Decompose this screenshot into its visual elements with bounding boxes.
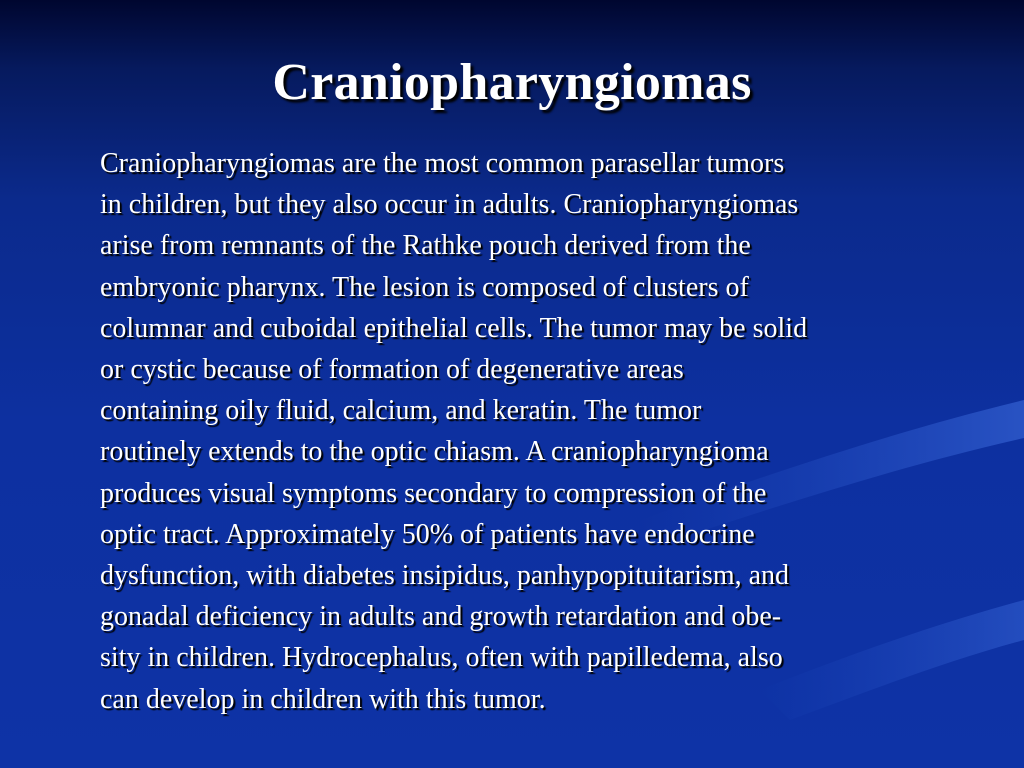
body-line: containing oily fluid, calcium, and keratin. The tumor xyxy=(100,395,702,427)
body-line: or cystic because of formation of degenerative areas xyxy=(100,354,684,386)
body-line: columnar and cuboidal epithelial cells. The tumor may be solid xyxy=(100,312,808,344)
body-line: gonadal deficiency in adults and growth retardation and obe- xyxy=(100,601,782,633)
body-line: routinely extends to the optic chiasm. A craniopharyngioma xyxy=(100,436,769,468)
body-paragraph xyxy=(100,143,980,720)
body-line: sity in children. Hydrocephalus, often with papilledema, also xyxy=(100,642,783,674)
body-line: dysfunction, with diabetes insipidus, panhypopituitarism, and xyxy=(100,560,790,592)
body-line: in children, but they also occur in adults. Craniopharyngiomas xyxy=(100,189,799,221)
body-line: optic tract. Approximately 50% of patients have endocrine xyxy=(100,518,755,550)
slide-title: Craniopharyngiomas xyxy=(272,54,752,111)
body-line: embryonic pharynx. The lesion is composed of clusters of xyxy=(100,271,749,303)
body-line: Craniopharyngiomas are the most common parasellar tumors xyxy=(100,148,785,179)
body-line: produces visual symptoms secondary to compression of the xyxy=(100,477,767,509)
body-line: arise from remnants of the Rathke pouch derived from the xyxy=(100,230,751,262)
body-line: can develop in children with this tumor. xyxy=(100,683,546,715)
